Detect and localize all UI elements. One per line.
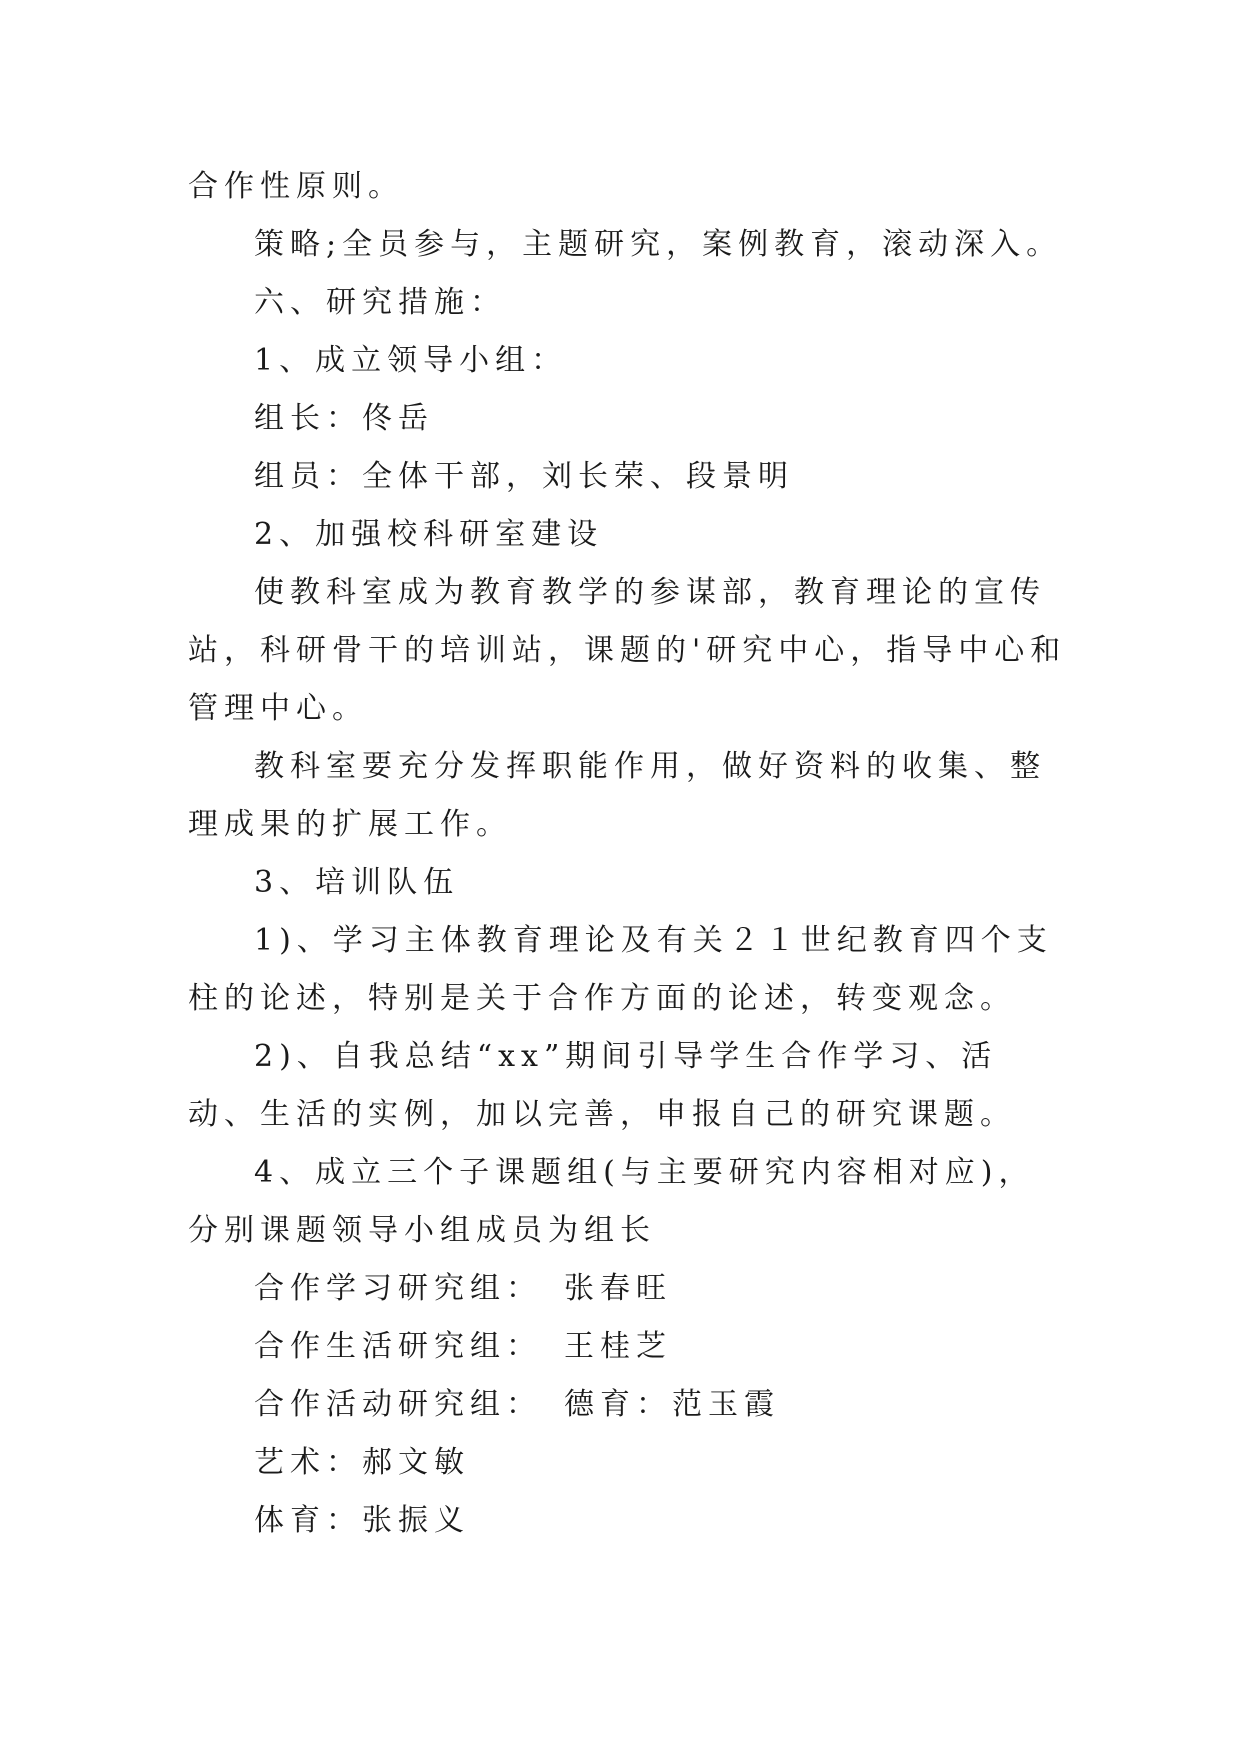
subgroup-activity-sports: 体育：张振义 — [254, 1503, 470, 1538]
subgroup-learning-leader: 张春旺 — [564, 1271, 672, 1306]
group-members-line: 组员：全体干部，刘长荣、段景明 — [254, 459, 794, 494]
subgroup-activity-moral: 德育：范玉霞 — [564, 1387, 780, 1422]
subgroup-activity — [188, 1376, 1068, 1434]
item-training-team: 3、培训队伍 — [254, 865, 460, 900]
document-body — [188, 158, 1068, 1550]
heading-research-measures: 六、研究措施： — [254, 285, 506, 320]
subgroup-activity-label: 合作活动研究组： — [254, 1387, 542, 1422]
item-leadership-group: 1、成立领导小组： — [254, 343, 568, 378]
subgroup-life — [188, 1318, 1068, 1376]
paragraph-research-office-function: 教科室要充分发挥职能作用，做好资料的收集、整理成果的扩展工作。 — [188, 749, 1046, 842]
subgroup-learning-label: 合作学习研究组： — [254, 1271, 542, 1306]
paragraph-self-summary: 2)、自我总结“xx”期间引导学生合作学习、活动、生活的实例，加以完善，申报自己的研究课题。 — [188, 1039, 1016, 1132]
item-research-office: 2、加强校科研室建设 — [254, 517, 604, 552]
subgroup-life-leader: 王桂芝 — [564, 1329, 672, 1364]
subgroup-life-label: 合作生活研究组： — [254, 1329, 542, 1364]
subgroup-learning — [188, 1260, 1068, 1318]
paragraph-cooperation-principle: 合作性原则。 — [188, 169, 404, 204]
paragraph-study-theory: 1)、学习主体教育理论及有关２１世纪教育四个支柱的论述，特别是关于合作方面的论述，转变观念。 — [188, 923, 1053, 1016]
item-subgroups: 4、成立三个子课题组(与主要研究内容相对应)，分别课题领导小组成员为组长 — [188, 1155, 1035, 1248]
subgroup-activity-art: 艺术：郝文敏 — [254, 1445, 470, 1480]
paragraph-strategy: 策略;全员参与，主题研究，案例教育，滚动深入。 — [254, 227, 1063, 262]
paragraph-research-office-role: 使教科室成为教育教学的参谋部，教育理论的宣传站，科研骨干的培训站，课题的'研究中心，指导中心和管理中心。 — [188, 575, 1067, 726]
group-leader-line: 组长：佟岳 — [254, 401, 434, 436]
